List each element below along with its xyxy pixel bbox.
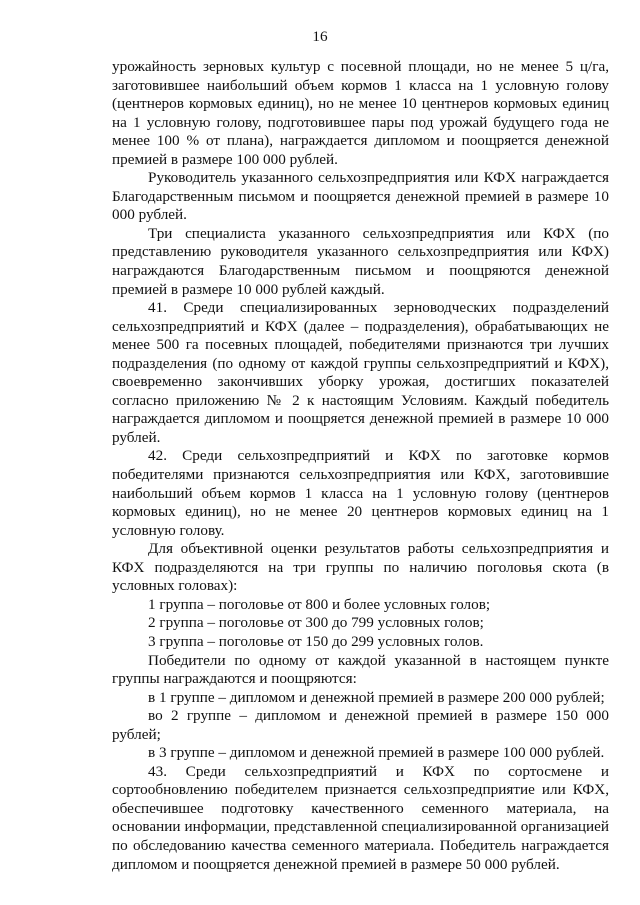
list-item-group-1: 1 группа – поголовье от 800 и более условных голов;	[148, 595, 491, 613]
list-item-prize-group-2: во 2 группе – дипломом и денежной премией в размере 150 000 рублей;	[112, 707, 609, 743]
list-item-group-3: 3 группа – поголовье от 150 до 299 условных голов.	[148, 632, 484, 650]
list-item-prize-group-1: в 1 группе – дипломом и денежной премией в размере 200 000 рублей;	[148, 688, 605, 706]
page-number: 16	[312, 28, 328, 45]
paragraph-winners-intro: Победители по одному от каждой указанной в настоящем пункте группы награждаются и поощряются:	[112, 651, 609, 688]
paragraph-clause-43: 43. Среди сельхозпредприятий и КФХ по сортосмене и сортообновлению победителем признается сельхозпредприятие или КФХ, обеспечившее подготовку качественного семенного материала, на основании информации, представленной специализированной организацией по обследованию качества семенного материала. Победитель награждается дипломом и поощряется денежной премией в размере 50 000 рублей.	[112, 762, 609, 873]
paragraph-manager-award: Руководитель указанного сельхозпредприятия или КФХ награждается Благодарственным письмом и поощряется денежной премией в размере 10 000 рублей.	[112, 169, 609, 224]
list-item-prize-group-3: в 3 группе – дипломом и денежной премией в размере 100 000 рублей.	[148, 744, 605, 762]
paragraph-specialists-award: Три специалиста указанного сельхозпредприятия или КФХ (по представлению руководителя указанного сельхозпредприятия или КФХ) награждаются Благодарственным письмом и поощряются денежной премией в размере 10 000 рублей каждый.	[112, 224, 609, 298]
paragraph-continuation: урожайность зерновых культур с посевной площади, но не менее 5 ц/га, заготовившее наибольший объем кормов 1 класса на 1 условную голову (центнеров кормовых единиц), но не менее 10 центнеров кормовых единиц на 1 условную голову, подготовившее пары под урожай будущего года не менее 100 % от плана), награждается дипломом и поощряется денежной премией в размере 100 000 рублей.	[112, 58, 609, 168]
paragraph-clause-41: 41. Среди специализированных зерноводческих подразделений сельхозпредприятий и КФХ (далее – подразделения), обрабатывающих не менее 500 га посевных площадей, победителями признаются три лучших подразделения (по одному от каждой группы сельхозпредприятий и КФХ), своевременно закончивших уборку урожая, достигших показателей согласно приложению № 2 к настоящим Условиям. Каждый победитель награждается дипломом и поощряется денежной премией в размере 10 000 рублей.	[112, 299, 609, 446]
list-item-group-2: 2 группа – поголовье от 300 до 799 условных голов;	[148, 614, 484, 632]
paragraph-clause-42: 42. Среди сельхозпредприятий и КФХ по заготовке кормов победителями признаются сельхозпредприятия или КФХ, заготовившие наибольший объем кормов 1 класса на 1 условную голову (центнеров кормовых единиц), но не менее 20 центнеров кормовых единиц на 1 условную голову.	[112, 447, 609, 539]
paragraph-groups-intro: Для объективной оценки результатов работы сельхозпредприятия и КФХ подразделяются на три группы по наличию поголовья скота (в условных головах):	[112, 540, 609, 595]
document-body	[112, 58, 609, 874]
